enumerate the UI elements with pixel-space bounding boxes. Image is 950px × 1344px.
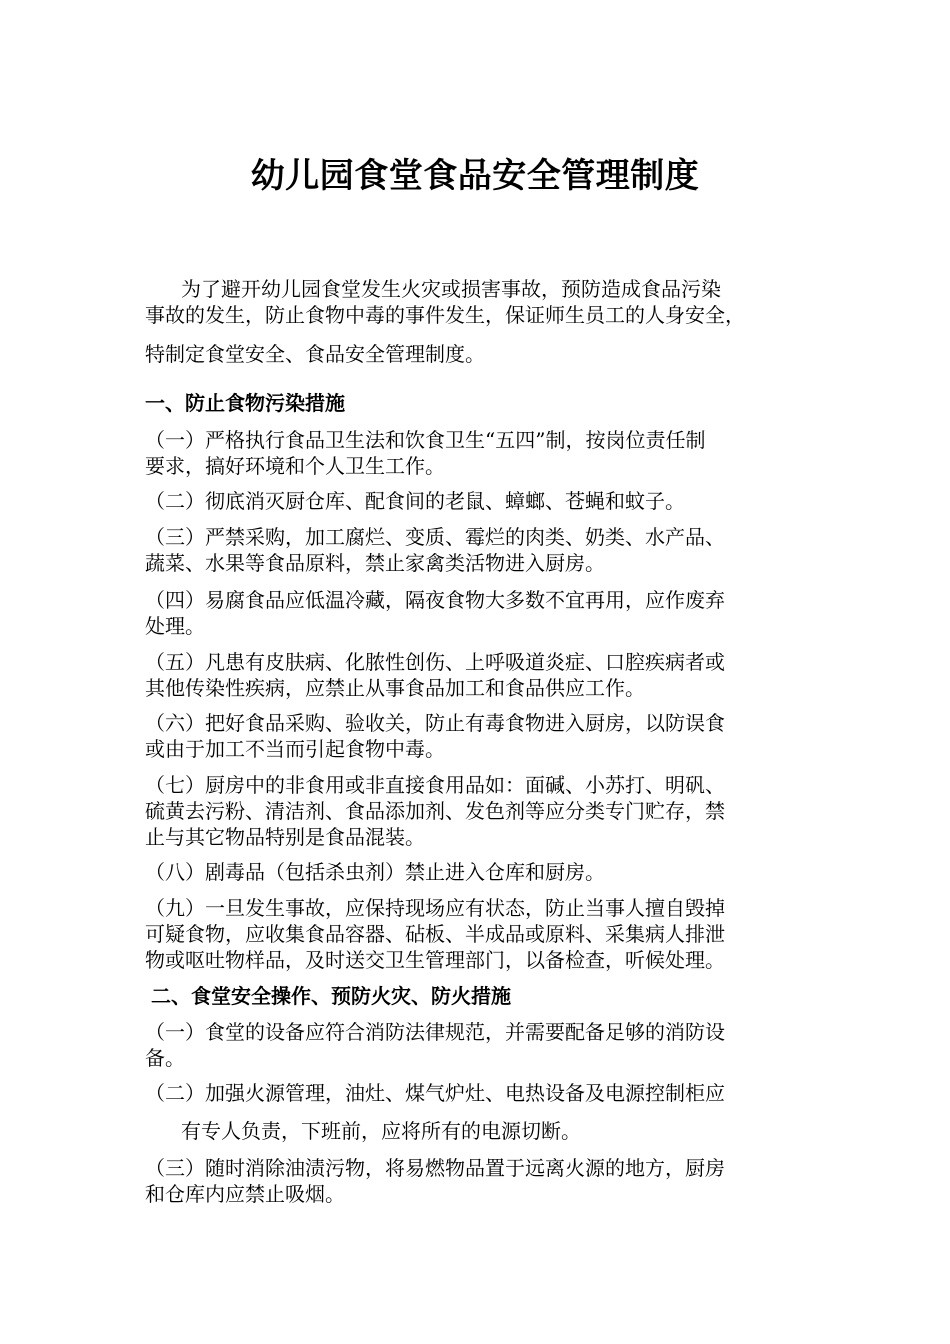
list-item-line: 硫黄去污粉、清洁剂、食品添加剂、发色剂等应分类专门贮存，禁	[145, 799, 725, 823]
list-item-line: （三）随时消除油渍污物，将易燃物品置于远离火源的地方，厨房	[145, 1156, 725, 1180]
list-item-line: 要求，搞好环境和个人卫生工作。	[145, 454, 445, 478]
document-title: 幼儿园食堂食品安全管理制度	[250, 156, 700, 196]
list-item-line: （四）易腐食品应低温冷藏，隔夜食物大多数不宜再用，应作废弃	[145, 588, 725, 612]
list-item-line: （五）凡患有皮肤病、化脓性创伤、上呼吸道炎症、口腔疾病者或	[145, 650, 725, 674]
list-item-line: （二）加强火源管理，油灶、煤气炉灶、电热设备及电源控制柜应	[145, 1081, 725, 1105]
list-item-line: 止与其它物品特别是食品混装。	[145, 825, 425, 849]
intro-line: 为了避开幼儿园食堂发生火灾或损害事故，预防造成食品污染	[181, 277, 721, 301]
list-item-line: 备。	[145, 1046, 185, 1070]
list-item-line: 和仓库内应禁止吸烟。	[145, 1182, 345, 1206]
intro-line: 事故的发生，防止食物中毒的事件发生，保证师生员工的人身安全，	[145, 303, 745, 327]
list-item-line: （三）严禁采购，加工腐烂、变质、霉烂的肉类、奶类、水产品、	[145, 525, 725, 549]
list-item-line: （八）剧毒品（包括杀虫剂）禁止进入仓库和厨房。	[145, 860, 605, 884]
list-item-line: 或由于加工不当而引起食物中毒。	[145, 737, 445, 761]
section-heading: 一、防止食物污染措施	[145, 391, 345, 415]
list-item-line: （七）厨房中的非食用或非直接食用品如：面碱、小苏打、明矾、	[145, 773, 725, 797]
list-item-line: 物或呕吐物样品，及时送交卫生管理部门，以备检查，听候处理。	[145, 948, 725, 972]
list-item-line: （一）食堂的设备应符合消防法律规范，并需要配备足够的消防设	[145, 1020, 725, 1044]
list-item-line: （九）一旦发生事故，应保持现场应有状态，防止当事人擅自毁掉	[145, 896, 725, 920]
list-item-line: （六）把好食品采购、验收关，防止有毒食物进入厨房，以防误食	[145, 711, 725, 735]
list-item-line: 其他传染性疾病，应禁止从事食品加工和食品供应工作。	[145, 676, 645, 700]
section-heading: 二、食堂安全操作、预防火灾、防火措施	[151, 984, 511, 1008]
list-item-line: （二）彻底消灭厨仓库、配食间的老鼠、蟑螂、苍蝇和蚊子。	[145, 489, 685, 513]
list-item-line: （一）严格执行食品卫生法和饮食卫生“五四”制，按岗位责任制	[145, 428, 706, 452]
intro-line: 特制定食堂安全、食品安全管理制度。	[145, 342, 485, 366]
list-item-line: 处理。	[145, 614, 205, 638]
list-item-line: 可疑食物，应收集食品容器、砧板、半成品或原料、采集病人排泄	[145, 922, 725, 946]
list-item-line: 有专人负责，下班前，应将所有的电源切断。	[181, 1119, 581, 1143]
list-item-line: 蔬菜、水果等食品原料，禁止家禽类活物进入厨房。	[145, 551, 605, 575]
